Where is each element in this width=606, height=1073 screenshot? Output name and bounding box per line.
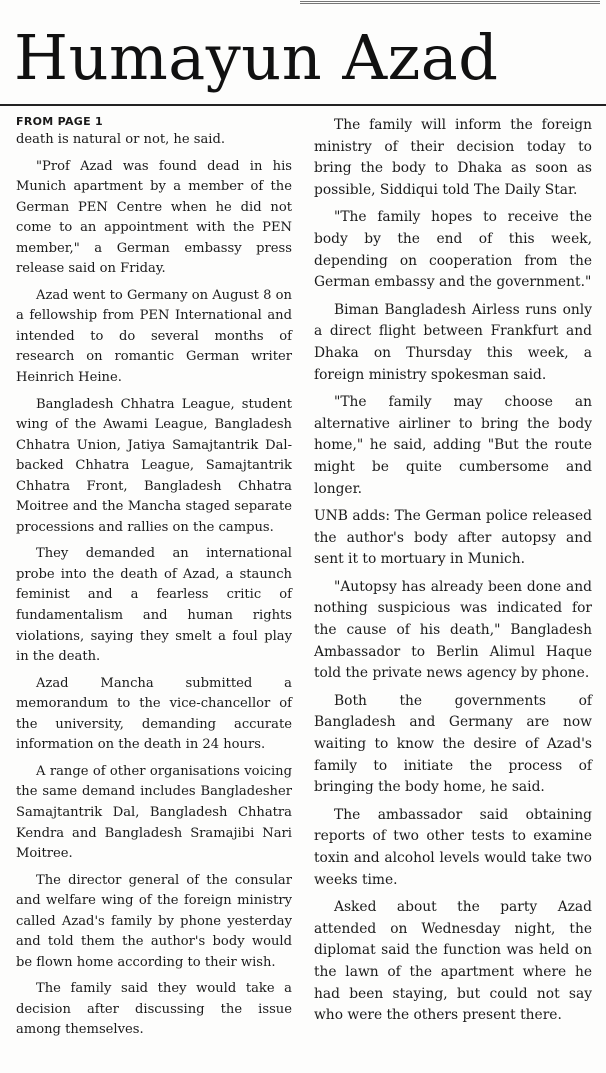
- paragraph: Biman Bangladesh Airless runs only a direct flight between Frankfurt and Dhaka on Thursday this week, a foreign ministry spokesman said.: [314, 301, 592, 383]
- paragraph: A range of other organisations voicing the same demand includes Bangladesher Samajtantrik Dal, Bangladesh Chhatra Kendra and Bangladesh Sramajibi Nari Moitree.: [16, 763, 292, 862]
- paragraph: They demanded an international probe into the death of Azad, a staunch feminist and a fearless critic of fundamentalism and human rights violations, saying they smelt a foul play in the death.: [16, 546, 292, 665]
- paragraph: The family said they would take a decision after discussing the issue among themselves.: [16, 981, 292, 1038]
- paragraph: "The family may choose an alternative airliner to bring the body home," he said, adding "But the route might be quite cumbersome and longer.: [314, 394, 592, 497]
- paragraph: UNB adds: The German police released the author's body after autopsy and sent it to mortuary in Munich.: [314, 508, 592, 568]
- paragraph: Azad Mancha submitted a memorandum to the vice-chancellor of the university, demanding accurate information on the death in 24 hours.: [16, 675, 292, 753]
- paragraph: "The family hopes to receive the body by the end of this week, depending on cooperation from the German embassy and the government.": [314, 209, 592, 291]
- paragraph: The director general of the consular and welfare wing of the foreign ministry called Azad's family by phone yesterday and told them the author's body would be flown home according to their wish.: [16, 872, 292, 970]
- paragraph: "Autopsy has already been done and nothing suspicious was indicated for the cause of his death," Bangladesh Ambassador to Berlin Alimul Haque told the private news agency by phone.: [314, 578, 592, 682]
- paragraph: Both the governments of Bangladesh and Germany are now waiting to know the desire of Azad's family to initiate the process of bringing the body home, he said.: [314, 692, 592, 796]
- page-edge-strip: [300, 0, 600, 4]
- paragraph: death is natural or not, he said.: [16, 132, 226, 147]
- paragraph: The family will inform the foreign ministry of their decision today to bring the body to Dhaka as soon as possible, Siddiqui told The Daily Star.: [314, 117, 592, 198]
- headline-rule: [0, 104, 606, 106]
- article-column-left: [16, 115, 292, 1047]
- paragraph: "Prof Azad was found dead in his Munich apartment by a member of the German PEN Centre when he did not come to an appointment with the PEN member," a German embassy press release said on Friday.: [16, 158, 292, 277]
- paragraph: Azad went to Germany on August 8 on a fellowship from PEN International and intended to do several months of research on romantic German writer Heinrich Heine.: [16, 287, 292, 386]
- paragraph: Bangladesh Chhatra League, student wing of the Awami League, Bangladesh Chhatra Union, Jatiya Samajtantrik Dal-backed Chhatra League, Samajtantrik Chhatra Front, Bangladesh Chhatra Moitree and the Mancha staged separate processions and rallies on the campus.: [16, 396, 292, 535]
- paragraph: Asked about the party Azad attended on Wednesday night, the diplomat said the function was held on the lawn of the apartment where he had been staying, but could not say who were the others present there.: [314, 899, 592, 1024]
- jump-label: FROM PAGE 1: [16, 115, 104, 128]
- article-column-right: [314, 115, 592, 1033]
- headline: Humayun Azad: [14, 21, 499, 94]
- paragraph: The ambassador said obtaining reports of two other tests to examine toxin and alcohol levels would take two weeks time.: [314, 806, 592, 888]
